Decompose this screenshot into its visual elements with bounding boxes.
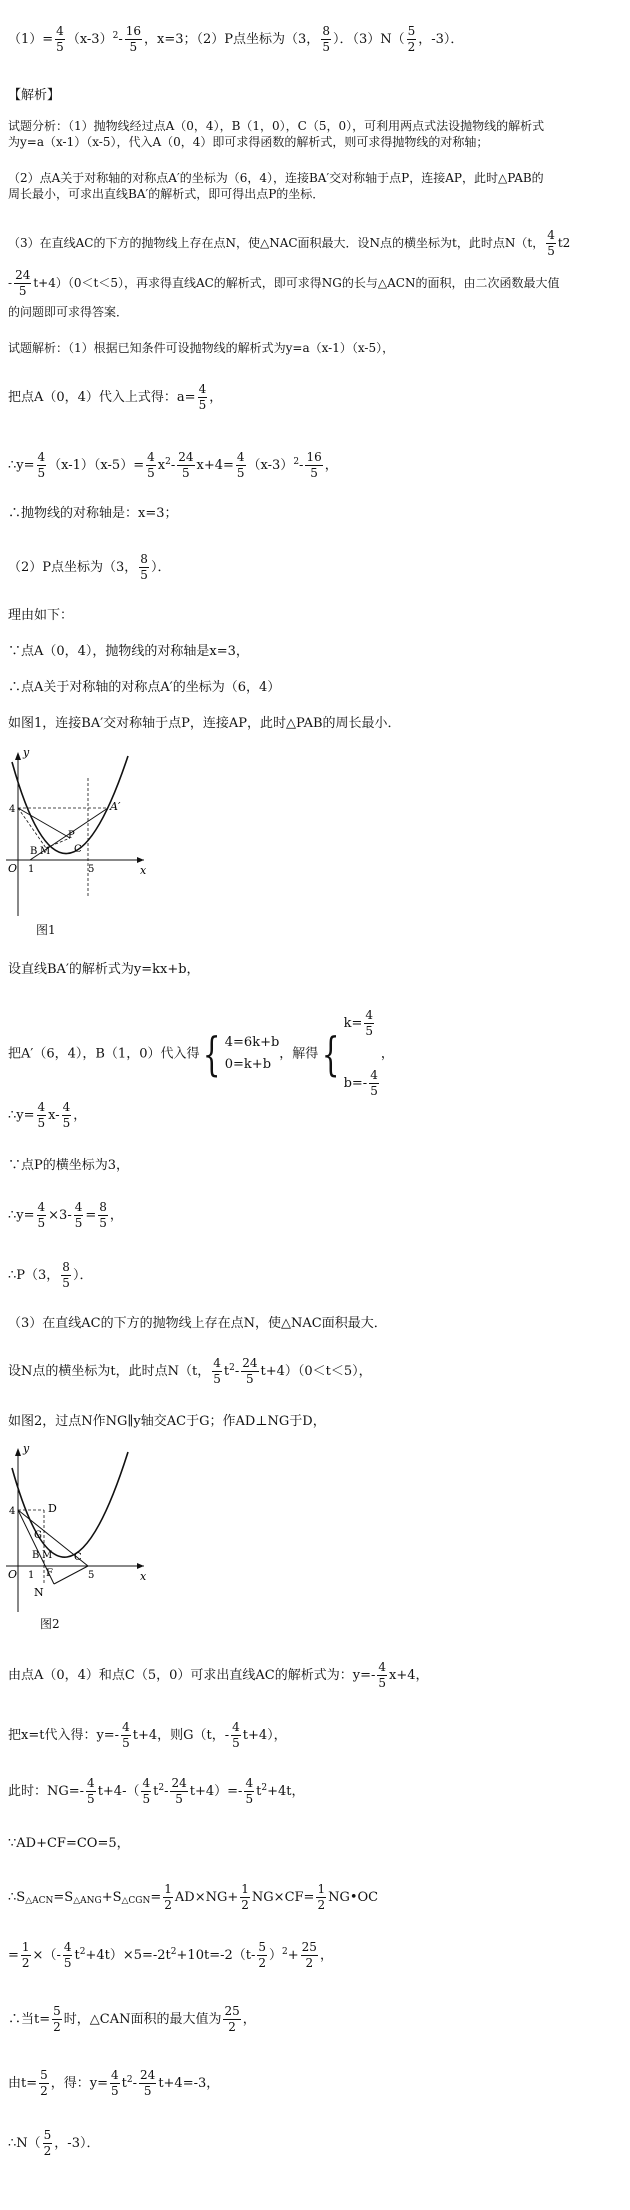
solution-line: 把x=t代入得：y=- $\frac{4}{5}$ t+4，则G（t，- $\frac{4}{5}$ t+4）， bbox=[8, 1720, 287, 1750]
analysis-line: 的问题即可求得答案． bbox=[8, 305, 129, 319]
x-axis-arrow bbox=[137, 857, 144, 863]
analysis-line: （2）点A关于对称轴的对称点A′的坐标为（6，4），连接BA′交对称轴于点P，连接AP，此时△PAB的 bbox=[8, 171, 544, 185]
solution-line: ∴y= $\frac{4}{5}$ x- $\frac{4}{5}$ ， bbox=[8, 1100, 87, 1130]
analysis-line: 周长最小，可求出直线BA′的解析式，即可得出点P的坐标． bbox=[8, 187, 325, 201]
y-label: y bbox=[23, 748, 30, 759]
point-m: M bbox=[40, 846, 51, 857]
solution-line: 如图2，过点N作NG∥y轴交AC于G；作AD⊥NG于D， bbox=[8, 1414, 326, 1429]
point-b: B bbox=[30, 846, 38, 857]
solution-line: ∵AD+CF=CO=5， bbox=[8, 1836, 130, 1851]
point-p: P bbox=[68, 830, 75, 841]
fraction: $\frac{16}{5}$ bbox=[125, 24, 142, 54]
solution-line: $\therefore S_{\triangle ACN}=S_{\triangle ANG}+S_{\triangle CGN}=$ $\frac{1}{2}$ AD×NG+ $\frac{1}{2}$ NG×CF= $\frac{1}{2}$ NG•OC bbox=[8, 1882, 379, 1912]
tick-4: 4 bbox=[9, 1506, 16, 1517]
solution-line: （3）在直线AC的下方的抛物线上存在点N，使△NAC面积最大． bbox=[8, 1316, 387, 1331]
solution-line: = $\frac{1}{2}$ ×（- $\frac{4}{5}$ $t^2+4t)\times 5=-2t^2+10t=-2(t-$ $\frac{5}{2}$ ）$^2$+ $\frac{25}{2}$ ， bbox=[8, 1940, 333, 1970]
section-title: 【解析】 bbox=[8, 88, 61, 103]
tick-5: 5 bbox=[88, 1570, 95, 1581]
answer-text: （x-3） bbox=[66, 32, 113, 47]
fraction: $\frac{5}{2}$ bbox=[407, 24, 416, 54]
figure-2-graph bbox=[4, 1444, 154, 1614]
figure-1-caption: 图1 bbox=[36, 923, 56, 937]
solution-line: 由t= $\frac{5}{2}$ ，得：y= $\frac{4}{5}$ $t^2-$ $\frac{24}{5}$ t+4=-3， bbox=[8, 2068, 220, 2098]
answer-text: - bbox=[118, 32, 123, 47]
solution-line: 由点A（0，4）和点C（5，0）可求出直线AC的解析式为：y=- $\frac{4}{5}$ x+4， bbox=[8, 1660, 429, 1690]
answer-text: （1）= bbox=[8, 32, 54, 47]
point-m: M bbox=[42, 1550, 53, 1561]
tick-1: 1 bbox=[28, 864, 35, 875]
line-ap bbox=[18, 808, 70, 838]
analysis-line: （3）在直线AC的下方的抛物线上存在点N，使△NAC面积最大．设N点的横坐标为t，此时点N（t， $\frac{4}{5}$ t2 bbox=[8, 228, 571, 258]
solution-line: ∵点P的横坐标为3， bbox=[8, 1158, 130, 1173]
solution-line: ∴当t= $\frac{5}{2}$ 时，△CAN面积的最大值为 $\frac{25}{2}$ ， bbox=[8, 2004, 256, 2034]
parabola bbox=[12, 1452, 128, 1557]
line-nc bbox=[54, 1566, 88, 1584]
answer-text: ）．（3）N（ bbox=[332, 32, 405, 47]
solution-line: 把点A（0，4）代入上式得：a= $\frac{4}{5}$ ， bbox=[8, 382, 223, 412]
solution-line: ∴抛物线的对称轴是：x=3； bbox=[8, 506, 178, 521]
point-b: B bbox=[32, 1550, 40, 1561]
solution-line: 此时：NG=- $\frac{4}{5}$ t+4-（ $\frac{4}{5}$ $t^2-$ $\frac{24}{5}$ t+4）=- $\frac{4}{5}$ $t^2+4t$， bbox=[8, 1776, 305, 1806]
origin-label: O bbox=[8, 1568, 18, 1581]
point-a-prime: A′ bbox=[110, 800, 121, 813]
solution-line: ∵点A（0，4），抛物线的对称轴是x=3， bbox=[8, 644, 249, 659]
solution-line: 设N点的横坐标为t，此时点N（t， $\frac{4}{5}$ $t^2-$ $\frac{24}{5}$ t+4）（0＜t＜5）， bbox=[8, 1356, 372, 1386]
analysis-line: - $\frac{24}{5}$ t+4）（0＜t＜5），再求得直线AC的解析式，即可求得NG的长与△ACN的面积，由二次函数最大值 bbox=[8, 268, 560, 298]
dashed-am bbox=[18, 808, 46, 848]
x-label: x bbox=[140, 864, 147, 877]
tick-4: 4 bbox=[9, 804, 16, 815]
fraction: $\frac{8}{5}$ bbox=[322, 24, 330, 54]
point-c: C bbox=[74, 844, 82, 855]
point-n: N bbox=[34, 1586, 44, 1599]
tick-5: 5 bbox=[88, 864, 95, 875]
solution-line: 把A′（6，4），B（1，0）代入得{ 4=6k+b 0=k+b ，解得{ k= $\frac{4}{5}$ b=- $\frac{4}{5}$ ， bbox=[8, 1008, 394, 1098]
origin-label: O bbox=[8, 862, 18, 875]
solution-line: ∴y= $\frac{4}{5}$ （x-1）（x-5）= $\frac{4}{5}$ $x^2-$ $\frac{24}{5}$ x+4= $\frac{4}{5}$ $(x-3)^2-$ $\frac{16}{5}$ ， bbox=[8, 450, 338, 480]
solution-line: ∴点A关于对称轴的对称点A′的坐标为（6，4） bbox=[8, 680, 281, 695]
answer-text: ，-3）． bbox=[418, 32, 464, 47]
figure-2-caption: 图2 bbox=[40, 1617, 60, 1631]
solution-line: ∴P（3， $\frac{8}{5}$ ）． bbox=[8, 1260, 93, 1290]
analysis-line: 试题分析：（1）抛物线经过点A（0，4），B（1，0），C（5，0），可利用两点式法设抛物线的解析式 bbox=[8, 119, 545, 133]
point-f: F bbox=[46, 1568, 53, 1579]
x-label: x bbox=[140, 1570, 147, 1583]
solution-line: ∴y= $\frac{4}{5}$ ×3- $\frac{4}{5}$ = $\frac{8}{5}$ ， bbox=[8, 1200, 123, 1230]
x-axis-arrow bbox=[137, 1563, 144, 1569]
solution-line: 理由如下： bbox=[8, 608, 74, 623]
solution-line: ∴N（ $\frac{5}{2}$ ，-3）． bbox=[8, 2128, 100, 2158]
solution-line: （2）P点坐标为（3， $\frac{8}{5}$ ）． bbox=[8, 552, 171, 582]
y-axis-arrow bbox=[15, 752, 21, 760]
solution-line: 如图1，连接BA′交对称轴于点P，连接AP，此时△PAB的周长最小． bbox=[8, 716, 401, 731]
solution-line: 试题解析：（1）根据已知条件可设抛物线的解析式为y=a（x-1）（x-5）， bbox=[8, 341, 395, 355]
point-c: C bbox=[74, 1552, 82, 1563]
analysis-line: 为y=a（x-1）（x-5），代入A（0，4）即可求得函数的解析式，则可求得抛物线的对称轴； bbox=[8, 135, 489, 149]
y-axis-arrow bbox=[15, 1448, 21, 1456]
tick-1: 1 bbox=[28, 1570, 35, 1581]
answer-text: ，x=3；（2）P点坐标为（3， bbox=[144, 32, 320, 47]
point-d: D bbox=[48, 1502, 57, 1515]
answer-line: （1）= $\frac{4}{5}$ $(x-3)^2-$ $\frac{16}{5}$ ，x=3；（2）P点坐标为（3， $\frac{8}{5}$ ）．（3）N（ $\frac{5}{2}$ ，-3）． bbox=[8, 24, 464, 54]
figure-1-graph bbox=[4, 748, 154, 918]
solution-line: 设直线BA′的解析式为y=kx+b， bbox=[8, 962, 200, 977]
fraction: $\frac{4}{5}$ bbox=[56, 24, 64, 54]
point-g: G bbox=[34, 1530, 42, 1541]
y-label: y bbox=[23, 1444, 30, 1455]
